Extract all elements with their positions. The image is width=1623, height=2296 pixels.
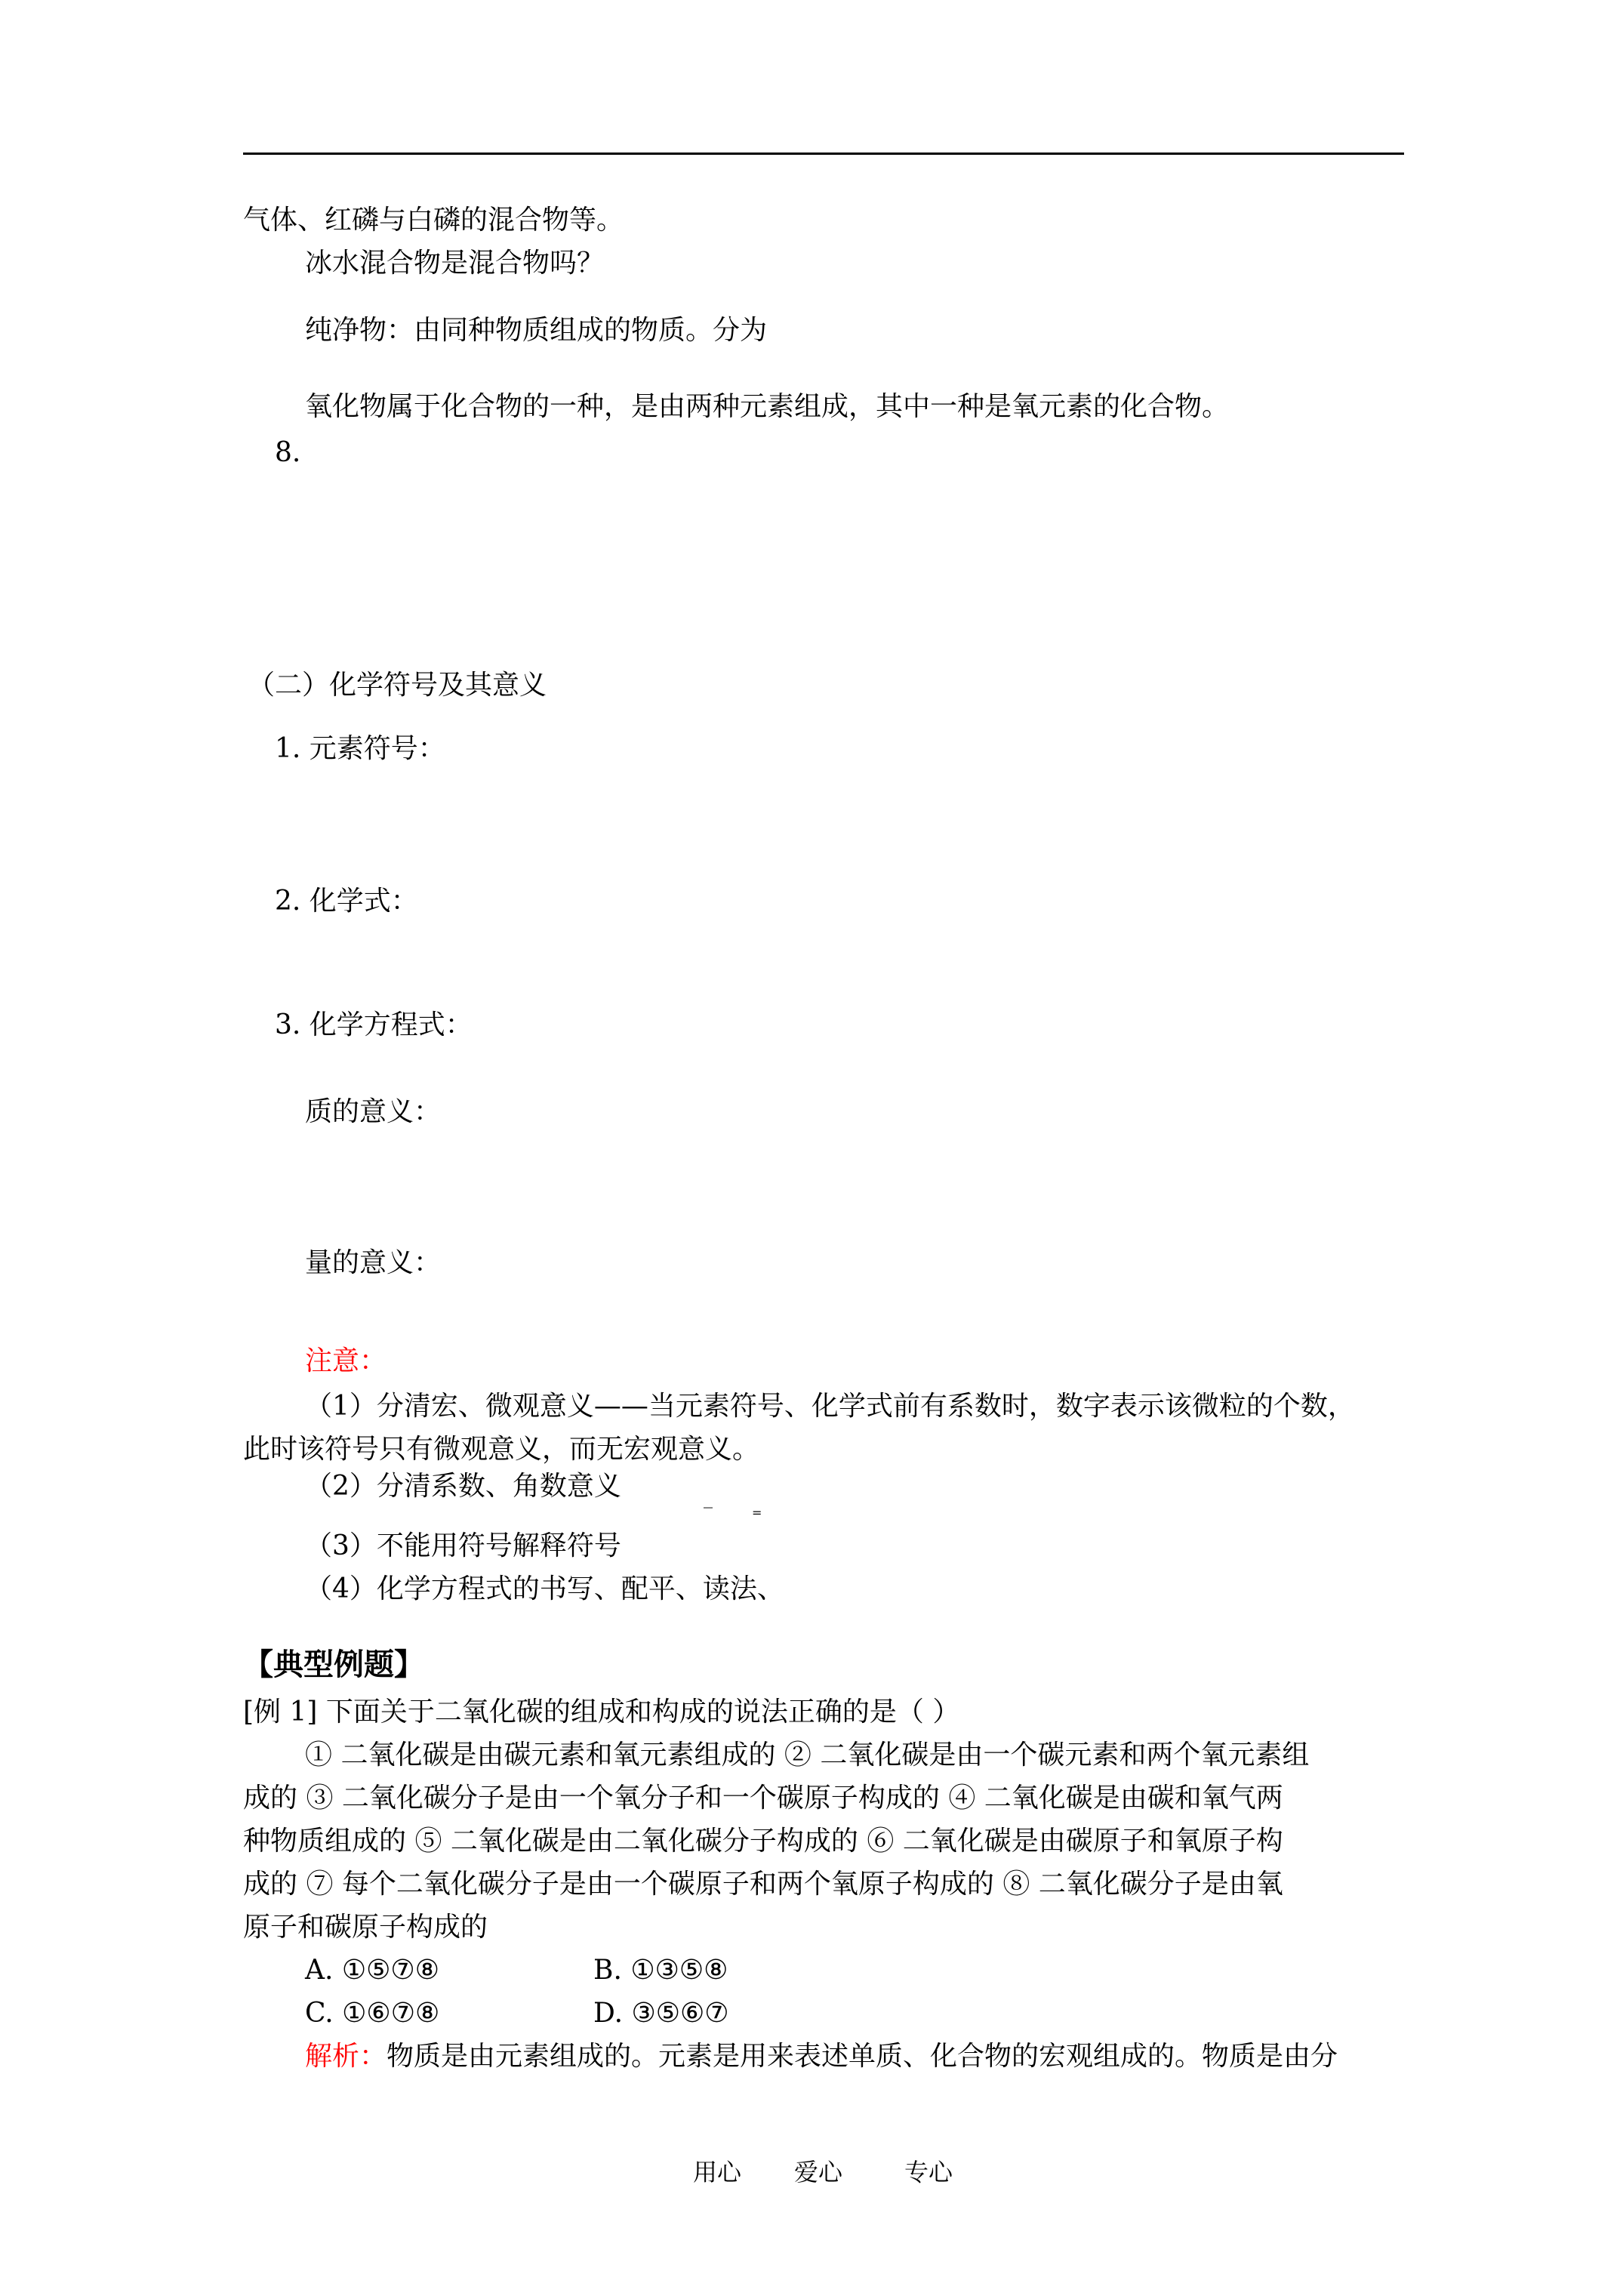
examples-heading: 【典型例题】	[243, 1647, 424, 1682]
example-1-statement-line-4: 成的 ⑦ 每个二氧化碳分子是由一个碳原子和两个氧原子构成的 ⑧ 二氧化碳分子是由氧	[243, 1869, 1283, 1900]
analysis-label: 解析：	[305, 2041, 387, 2072]
example-1-statement-line-5: 原子和碳原子构成的	[243, 1912, 488, 1943]
footer-text-3: 专心	[904, 2158, 953, 2187]
example-1-question: [例 1] 下面关于二氧化碳的组成和构成的说法正确的是（ ）	[243, 1697, 960, 1727]
note-1-line-2: 此时该符号只有微观意义，而无宏观意义。	[243, 1434, 760, 1465]
footer-text-2: 爱心	[794, 2158, 843, 2187]
example-1-statement-line-3: 种物质组成的 ⑤ 二氧化碳是由二氧化碳分子构成的 ⑥ 二氧化碳是由碳原子和氧原子构	[243, 1826, 1283, 1857]
example-1-statement-line-2: 成的 ③ 二氧化碳分子是由一个氧分子和一个碳原子构成的 ④ 二氧化碳是由碳和氧气两	[243, 1783, 1283, 1814]
option-d: D. ③⑤⑥⑦	[593, 1998, 729, 2029]
item-chemical-formula: 2. 化学式：	[275, 886, 418, 917]
paragraph-mixtures: 气体、红磷与白磷的混合物等。	[243, 205, 624, 236]
note-2-equals: =	[752, 1505, 762, 1520]
paragraph-oxide: 氧化物属于化合物的一种，是由两种元素组成，其中一种是氧元素的化合物。	[305, 391, 1230, 422]
note-2-dash: _	[704, 1487, 713, 1509]
note-title: 注意：	[305, 1345, 387, 1376]
footer-text-1: 用心	[693, 2158, 742, 2187]
note-4: （4）化学方程式的书写、配平、读法、	[305, 1573, 784, 1604]
note-3: （3）不能用符号解释符号	[305, 1530, 621, 1561]
meaning-quality: 质的意义：	[305, 1096, 442, 1127]
analysis	[305, 2040, 1338, 2073]
option-c: C. ①⑥⑦⑧	[305, 1998, 440, 2029]
item-element-symbol: 1. 元素符号：	[275, 733, 445, 764]
item-chemical-equation: 3. 化学方程式：	[275, 1009, 473, 1040]
note-2: （2）分清系数、角数意义	[305, 1471, 621, 1502]
note-1-line-1: （1）分清宏、微观意义——当元素符号、化学式前有系数时，数字表示该微粒的个数，	[305, 1391, 1355, 1422]
item-8: 8.	[275, 437, 301, 468]
option-a: A. ①⑤⑦⑧	[305, 1955, 439, 1986]
meaning-quantity: 量的意义：	[305, 1247, 442, 1278]
example-1-statement-line-1: ① 二氧化碳是由碳元素和氧元素组成的 ② 二氧化碳是由一个碳元素和两个氧元素组	[305, 1740, 1310, 1771]
analysis-text: 物质是由元素组成的。元素是用来表述单质、化合物的宏观组成的。物质是由分	[387, 2041, 1338, 2072]
section-heading: （二）化学符号及其意义	[248, 670, 547, 701]
header-rule	[243, 153, 1404, 155]
paragraph-ice-water: 冰水混合物是混合物吗？	[305, 248, 605, 279]
option-b: B. ①③⑤⑧	[593, 1955, 728, 1986]
paragraph-pure-substance: 纯净物：由同种物质组成的物质。分为	[305, 315, 768, 346]
